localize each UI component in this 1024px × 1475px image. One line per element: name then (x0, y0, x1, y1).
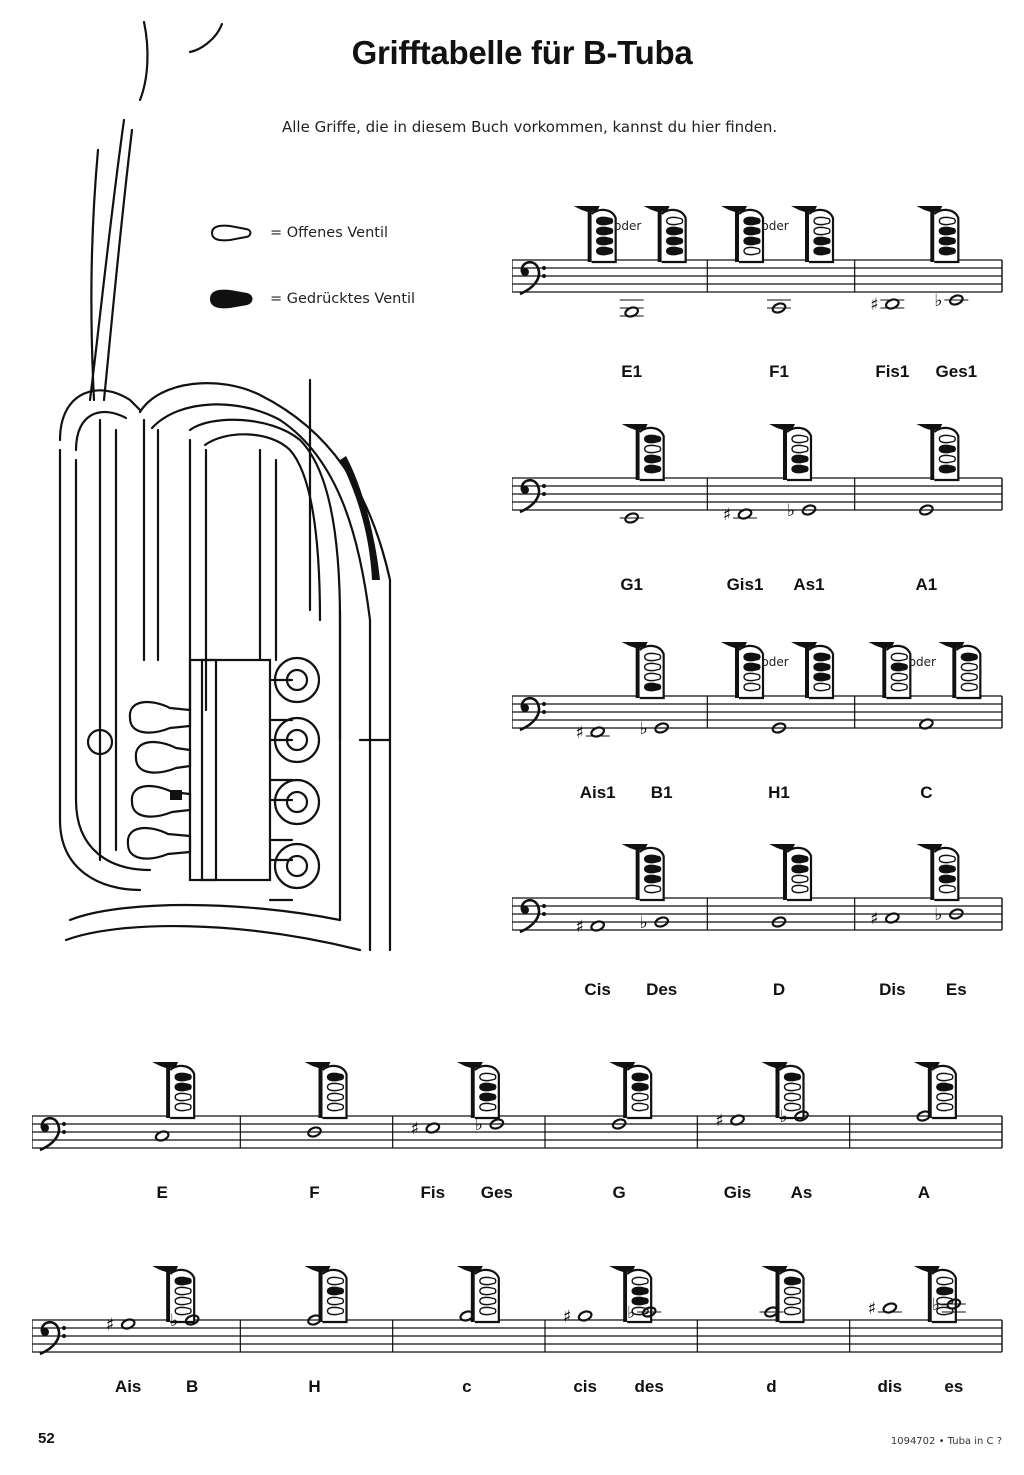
pressed-valve-icon (175, 1083, 191, 1090)
fingering-diagram (622, 844, 664, 900)
open-valve-icon (645, 445, 661, 452)
open-valve-icon (891, 683, 907, 690)
staff-system-5 (32, 1056, 1006, 1246)
note-name-label: D (772, 980, 786, 999)
pressed-valve-icon (744, 237, 760, 244)
pressed-valve-icon (792, 465, 808, 472)
pressed-valve-icon (744, 227, 760, 234)
open-valve-icon (785, 1287, 801, 1294)
sharp-sign: ♯ (575, 917, 584, 937)
note-name-label: F1 (769, 362, 789, 381)
page-number: 52 (38, 1430, 55, 1447)
pressed-valve-icon (814, 653, 830, 660)
pressed-valve-icon (891, 663, 907, 670)
oder-label: oder (908, 655, 936, 669)
pressed-valve-icon (632, 1073, 648, 1080)
pressed-valve-icon (645, 875, 661, 882)
note-name-label: A (917, 1183, 930, 1202)
pressed-valve-icon (785, 1277, 801, 1284)
open-valve-icon (175, 1297, 191, 1304)
fingering-diagram (916, 206, 958, 262)
pressed-valve-icon (645, 455, 661, 462)
bass-clef-icon (40, 1322, 66, 1354)
open-valve-icon (785, 1093, 801, 1100)
fingering-diagram (644, 206, 686, 262)
open-valve-icon (785, 1307, 801, 1314)
fingering-diagram (622, 424, 664, 480)
pressed-valve-icon (175, 1277, 191, 1284)
open-valve-icon (632, 1093, 648, 1100)
note-name-label: B (186, 1377, 199, 1396)
pressed-valve-icon (744, 217, 760, 224)
pressed-valve-icon (814, 673, 830, 680)
pressed-valve-icon (939, 465, 955, 472)
pressed-valve-icon (645, 465, 661, 472)
open-valve-icon (480, 1277, 496, 1284)
open-valve-icon (792, 875, 808, 882)
open-valve-icon (328, 1103, 344, 1110)
staff-system-2 (512, 418, 1006, 608)
open-valve-icon (961, 663, 977, 670)
flat-sign: ♭ (639, 719, 648, 739)
staff-system-4 (512, 838, 1006, 1028)
page-title: Grifftabelle für B-Tuba (351, 34, 693, 71)
open-valve-icon (937, 1093, 953, 1100)
pressed-valve-icon (645, 683, 661, 690)
note-name-label: G (612, 1183, 626, 1202)
fingering-diagram (305, 1266, 347, 1322)
flat-sign: ♭ (934, 291, 943, 311)
open-valve-icon (891, 653, 907, 660)
sharp-sign: ♯ (715, 1111, 724, 1131)
pressed-valve-icon (814, 247, 830, 254)
pressed-valve-icon (814, 663, 830, 670)
open-valve-icon (328, 1297, 344, 1304)
fingering-diagram (622, 642, 664, 698)
open-valve-icon (792, 445, 808, 452)
fingering-diagram (721, 642, 763, 698)
pressed-valve-icon (480, 1083, 496, 1090)
pressed-valve-icon (175, 1073, 191, 1080)
pressed-valve-icon (939, 237, 955, 244)
pressed-valve-icon (597, 237, 613, 244)
pressed-valve-icon (480, 1093, 496, 1100)
open-valve-icon (480, 1307, 496, 1314)
pressed-valve-icon (667, 247, 683, 254)
note-name-label: A1 (915, 575, 938, 594)
fingering-diagram (769, 424, 811, 480)
pressed-valve-icon (632, 1083, 648, 1090)
open-valve-icon (175, 1093, 191, 1100)
pressed-valve-icon (744, 663, 760, 670)
open-valve-icon (785, 1083, 801, 1090)
pressed-valve-icon (597, 217, 613, 224)
open-valve-icon (328, 1277, 344, 1284)
note-name-label: Gis (723, 1183, 752, 1202)
flat-sign: ♭ (931, 1295, 940, 1315)
note-name-label: C (920, 783, 933, 802)
fingering-diagram (938, 642, 980, 698)
note-name-label: d (766, 1377, 777, 1396)
note-name-label: Fis1 (875, 362, 910, 381)
note-name-label: Es (945, 980, 967, 999)
note-name-label: G1 (620, 575, 644, 594)
open-valve-icon (792, 885, 808, 892)
open-valve-icon (632, 1277, 648, 1284)
open-valve-icon (792, 435, 808, 442)
pressed-valve-icon (939, 875, 955, 882)
open-valve-icon (632, 1103, 648, 1110)
note-name-label: Ais (114, 1377, 142, 1396)
open-valve-icon (814, 217, 830, 224)
open-valve-icon (814, 683, 830, 690)
note-name-label: Cis (584, 980, 611, 999)
open-valve-icon (175, 1103, 191, 1110)
open-valve-icon (480, 1073, 496, 1080)
note-name-label: E1 (621, 362, 643, 381)
oder-label: oder (761, 655, 789, 669)
open-valve-icon (480, 1103, 496, 1110)
sharp-sign: ♯ (870, 909, 879, 929)
note-name-label: As (790, 1183, 813, 1202)
page-subtitle: Alle Griffe, die in diesem Buch vorkommen, kannst du hier finden. (282, 118, 778, 136)
note-name-label: Des (646, 980, 678, 999)
fingering-diagram (791, 642, 833, 698)
open-valve-icon (937, 1277, 953, 1284)
bass-clef-icon (520, 480, 546, 512)
note-name-label: Ges (480, 1183, 513, 1202)
open-valve-icon (328, 1093, 344, 1100)
fingering-diagram (868, 642, 910, 698)
pressed-valve-icon (939, 445, 955, 452)
note-name-label: H1 (768, 783, 790, 802)
note-name-label: Dis (879, 980, 906, 999)
open-valve-icon (480, 1297, 496, 1304)
bass-clef-icon (40, 1118, 66, 1150)
flat-sign: ♭ (474, 1115, 483, 1135)
note-name-label: Ais1 (579, 783, 616, 802)
note-name-label: des (634, 1377, 664, 1396)
open-valve-icon (645, 885, 661, 892)
pressed-valve-icon (961, 653, 977, 660)
fingering-diagram (574, 206, 616, 262)
bass-clef-icon (520, 698, 546, 730)
pressed-valve-icon (597, 247, 613, 254)
fingering-diagram (305, 1062, 347, 1118)
flat-sign: ♭ (786, 501, 796, 521)
note-name-label: B1 (650, 783, 673, 802)
note-name-label: c (462, 1377, 472, 1396)
legend-open-label: = Offenes Ventil (270, 225, 389, 241)
open-valve-icon (939, 455, 955, 462)
flat-sign: ♭ (934, 905, 943, 925)
note-name-label: H (308, 1377, 321, 1396)
open-valve-icon (785, 1297, 801, 1304)
open-valve-icon (645, 653, 661, 660)
footer-text: 1094702 • Tuba in C ? (890, 1436, 1002, 1447)
open-valve-icon (480, 1287, 496, 1294)
sharp-sign: ♯ (575, 723, 584, 743)
note-name-label: Fis (420, 1183, 446, 1202)
pressed-valve-icon (328, 1073, 344, 1080)
sharp-sign: ♯ (563, 1307, 572, 1327)
pressed-valve-icon (632, 1287, 648, 1294)
note-name-label: cis (573, 1377, 597, 1396)
flat-sign: ♭ (627, 1303, 636, 1323)
staff-system-1 (512, 200, 1006, 390)
note-name-label: E (156, 1183, 168, 1202)
open-valve-icon (961, 683, 977, 690)
sharp-sign: ♯ (867, 1299, 876, 1319)
open-valve-icon (939, 855, 955, 862)
oder-label: oder (614, 219, 642, 233)
fingering-diagram (609, 1062, 651, 1118)
fingering-diagram (916, 424, 958, 480)
staff-system-3 (512, 636, 1006, 826)
tuba-illustration (40, 20, 410, 980)
staff-system-6 (32, 1260, 1006, 1450)
pressed-valve-icon (667, 237, 683, 244)
oder-label: oder (761, 219, 789, 233)
pressed-valve-icon (645, 855, 661, 862)
pressed-valve-icon (792, 865, 808, 872)
open-valve-icon (937, 1073, 953, 1080)
sharp-sign: ♯ (410, 1119, 419, 1139)
note-name-label: Ges1 (935, 362, 978, 381)
flat-sign: ♭ (170, 1311, 179, 1331)
flat-sign: ♭ (639, 913, 648, 933)
pressed-valve-icon (597, 227, 613, 234)
sharp-sign: ♯ (870, 295, 879, 315)
sharp-sign: ♯ (722, 505, 732, 525)
fingering-diagram (791, 206, 833, 262)
open-valve-icon (961, 673, 977, 680)
open-valve-icon (937, 1103, 953, 1110)
legend-pressed-label: = Gedrücktes Ventil (270, 291, 416, 307)
note-name-label: dis (877, 1377, 903, 1396)
pressed-valve-icon (814, 237, 830, 244)
open-valve-icon (744, 247, 760, 254)
open-valve-icon (891, 673, 907, 680)
fingering-diagram (914, 1062, 956, 1118)
pressed-valve-icon (937, 1083, 953, 1090)
pressed-valve-icon (785, 1073, 801, 1080)
pressed-valve-icon (792, 455, 808, 462)
pressed-valve-icon (645, 435, 661, 442)
open-valve-icon (939, 217, 955, 224)
pressed-valve-icon (939, 865, 955, 872)
note-name-label: es (944, 1377, 964, 1396)
fingering-diagram (152, 1062, 194, 1118)
fingering-diagram (916, 844, 958, 900)
open-valve-icon (175, 1287, 191, 1294)
fingering-diagram (457, 1062, 499, 1118)
open-valve-icon (328, 1307, 344, 1314)
open-valve-icon (645, 663, 661, 670)
pressed-valve-icon (939, 247, 955, 254)
open-valve-icon (744, 673, 760, 680)
fingering-diagram (769, 844, 811, 900)
note-name-label: F (309, 1183, 320, 1202)
open-valve-icon (645, 673, 661, 680)
open-valve-icon (667, 217, 683, 224)
bass-clef-icon (520, 262, 546, 294)
pressed-valve-icon (744, 653, 760, 660)
pressed-valve-icon (645, 865, 661, 872)
open-valve-icon (744, 683, 760, 690)
note-name-label: As1 (793, 575, 825, 594)
note-name-label: Gis1 (726, 575, 764, 594)
open-valve-icon (939, 435, 955, 442)
flat-sign: ♭ (779, 1107, 788, 1127)
pressed-valve-icon (667, 227, 683, 234)
pressed-valve-icon (792, 855, 808, 862)
open-valve-icon (814, 227, 830, 234)
open-valve-icon (328, 1083, 344, 1090)
pressed-valve-icon (937, 1287, 953, 1294)
sharp-sign: ♯ (106, 1315, 115, 1335)
fingering-diagram (721, 206, 763, 262)
fingering-diagram (762, 1266, 804, 1322)
pressed-valve-icon (939, 227, 955, 234)
open-valve-icon (939, 885, 955, 892)
bass-clef-icon (520, 900, 546, 932)
pressed-valve-icon (328, 1287, 344, 1294)
